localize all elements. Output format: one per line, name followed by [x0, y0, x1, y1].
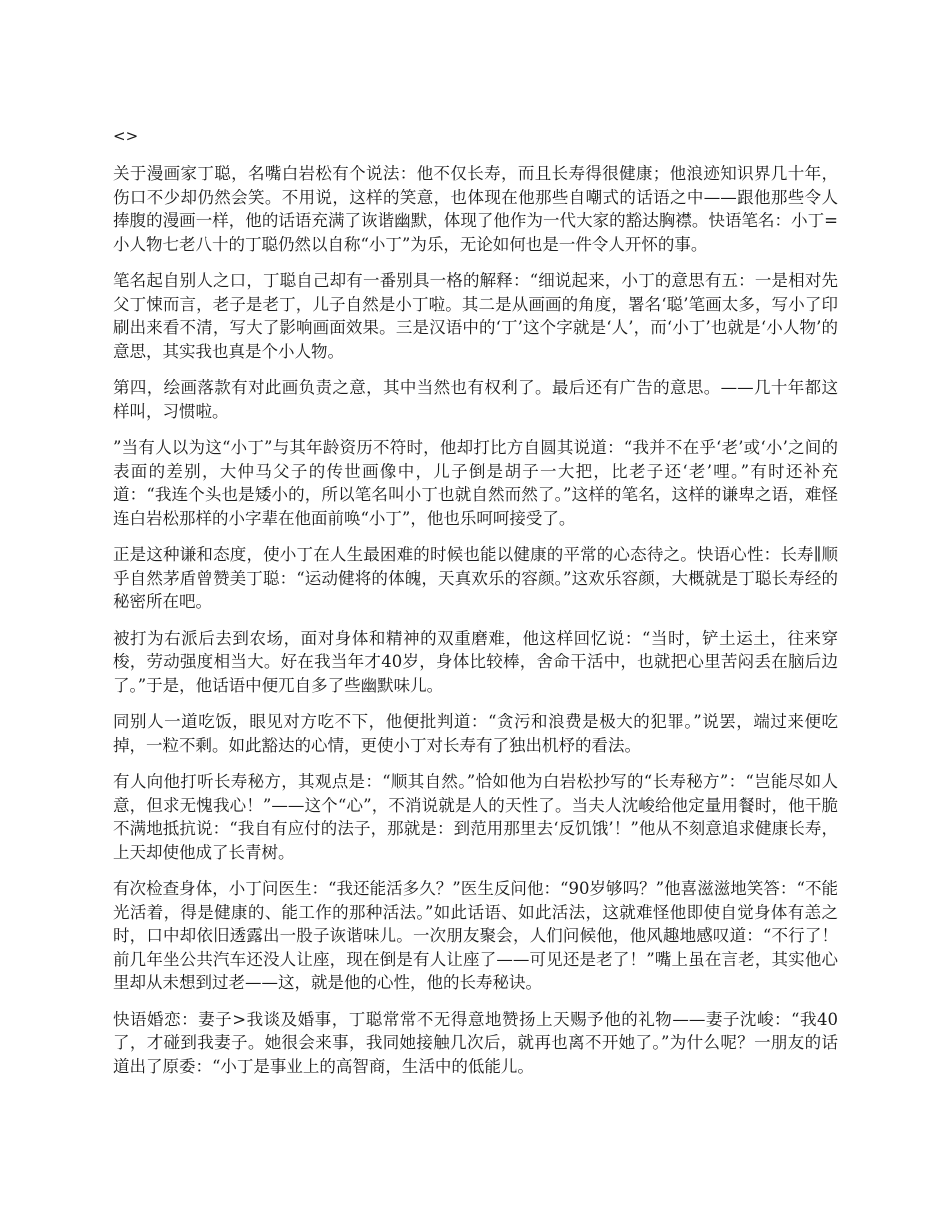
page-marker: <>	[113, 127, 139, 145]
paragraph: 有人向他打听长寿秘方，其观点是：“顺其自然。”恰如他为白岩松抄写的“长寿秘方”：“岂能尽如人意，但求无愧我心！”——这个“心”，不消说就是人的天性了。当夫人沈峻给他定量用餐时，他干脆不满地抵抗说：“我自有应付的法子，那就是：到范用那里去‘反饥饿’！”他从不刻意追求健康长寿，上天却使他成了长青树。	[113, 772, 838, 862]
paragraph: 关于漫画家丁聪，名嘴白岩松有个说法：他不仅长寿，而且长寿得很健康；他浪迹知识界几十年，伤口不少却仍然会笑。不用说，这样的笑意，也体现在他那些自嘲式的话语之中——跟他那些令人捧腹的漫画一样，他的话语充满了诙谐幽默，体现了他作为一代大家的豁达胸襟。快语笔名：小丁=小人物七老八十的丁聪仍然以自称“小丁”为乐，无论如何也是一件令人开怀的事。	[113, 164, 838, 254]
paragraph: 快语婚恋：妻子>我谈及婚事，丁聪常常不无得意地赞扬上天赐予他的礼物——妻子沈峻：“我40了，才碰到我妻子。她很会来事，我同她接触几次后，就再也离不开她了。”为什么呢？一朋友的话道出了原委：“小丁是事业上的高智商，生活中的低能儿。	[113, 1009, 838, 1076]
paragraph: 有次检查身体，小丁问医生：“我还能活多久？”医生反问他：“90岁够吗？”他喜滋滋地笑答：“不能光活着，得是健康的、能工作的那种活法。”如此话语、如此活法，这就难怪他即使自觉身体有恙之时，口中却依旧透露出一股子诙谐味儿。一次朋友聚会，人们问候他，他风趣地感叹道：“不行了！前几年坐公共汽车还没人让座，现在倒是有人让座了——可见还是老了！”嘴上虽在言老，其实他心里却从未想到过老——这，就是他的心性，他的长寿秘诀。	[113, 879, 838, 992]
document-body	[113, 124, 838, 1091]
paragraph: 第四，绘画落款有对此画负责之意，其中当然也有权利了。最后还有广告的意思。——几十年都这样叫，习惯啦。	[113, 378, 838, 421]
paragraph: ”当有人以为这“小丁”与其年龄资历不符时，他却打比方自圆其说道：“我并不在乎‘老’或‘小’之间的表面的差别，大仲马父子的传世画像中，儿子倒是胡子一大把，比老子还‘老’哩。”有时还补充道：“我连个头也是矮小的，所以笔名叫小丁也就自然而然了。”这样的笔名，这样的谦卑之语，难怪连白岩松那样的小字辈在他面前唤“小丁”，他也乐呵呵接受了。	[113, 438, 838, 528]
paragraph: 同别人一道吃饭，眼见对方吃不下，他便批判道：“贪污和浪费是极大的犯罪。”说罢，端过来便吃掉，一粒不剩。如此豁达的心情，更使小丁对长寿有了独出机杼的看法。	[113, 712, 838, 755]
paragraph: 正是这种谦和态度，使小丁在人生最困难的时候也能以健康的平常的心态待之。快语心性：长寿∥顺乎自然茅盾曾赞美丁聪：“运动健将的体魄，天真欢乐的容颜。”这欢乐容颜，大概就是丁聪长寿经的秘密所在吧。	[113, 545, 838, 611]
paragraph: 笔名起自别人之口，丁聪自己却有一番别具一格的解释：“细说起来，小丁的意思有五：一是相对先父丁悚而言，老子是老丁，儿子自然是小丁啦。其二是从画画的角度，署名‘聪’笔画太多，写小了印刷出来看不清，写大了影响画面效果。三是汉语中的‘丁’这个字就是‘人’，而‘小丁’也就是‘小人物’的意思，其实我也真是个小人物。	[113, 271, 838, 361]
paragraph: 被打为右派后去到农场，面对身体和精神的双重磨难，他这样回忆说：“当时，铲土运土，往来穿梭，劳动强度相当大。好在我当年才40岁，身体比较棒，舍命干活中，也就把心里苦闷丢在脑后边了。”于是，他话语中便兀自多了些幽默味儿。	[113, 628, 838, 695]
